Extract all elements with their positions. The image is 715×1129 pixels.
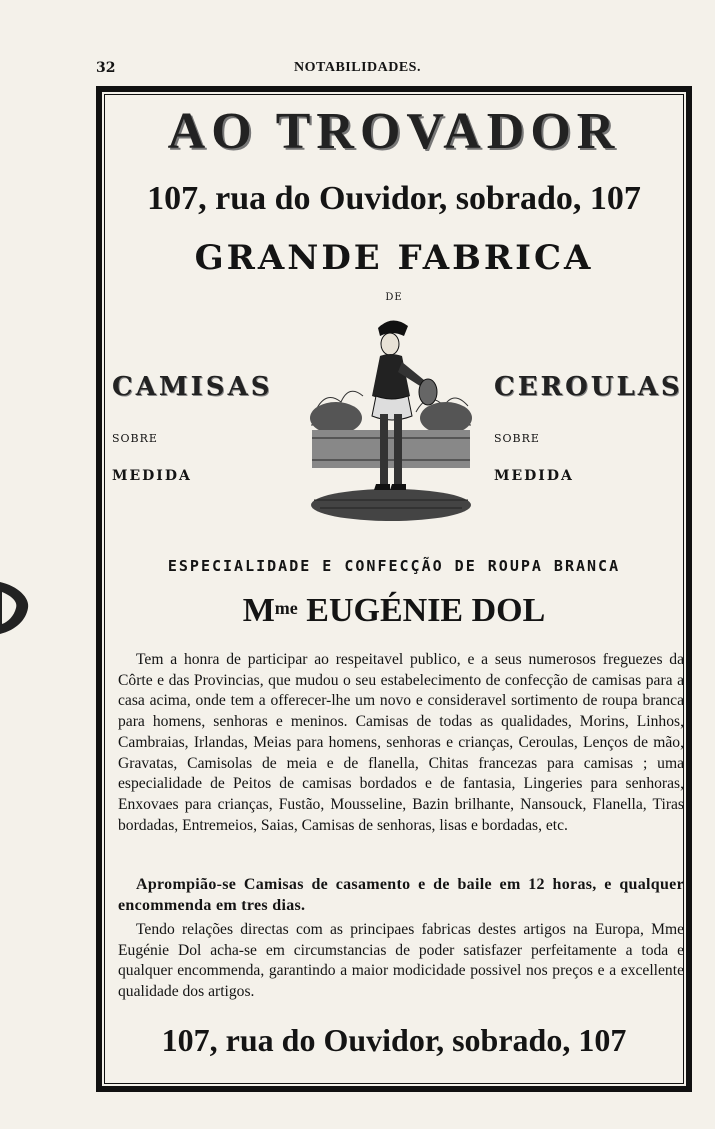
left-column-word: CAMISAS [112, 372, 273, 402]
left-column-sobre: SOBRE [112, 432, 158, 445]
proprietor-sup: me [274, 598, 298, 618]
paragraph-3: Tendo relações directas com as principaes fabricas destes artigos na Europa, Mme Eugénie Dol acha-se em circumstancias de poder satisfazer perfeitamente a toda e qualquer encommenda, garantindo a maior modicidade possivel nos preços e a excellente qualidade dos artigos. [118, 921, 684, 1001]
proprietor-prefix: M [242, 592, 275, 629]
running-head: NOTABILIDADES. [294, 60, 421, 75]
de-label: DE [385, 292, 403, 303]
page-number: 32 [96, 60, 116, 76]
paragraph-rush-orders [118, 874, 684, 916]
troubadour-illustration [306, 300, 476, 532]
closing-address: 107, rua do Ouvidor, sobrado, 107 [161, 1022, 627, 1058]
right-column-medida: MEDIDA [494, 468, 574, 484]
paragraph-announcement [118, 650, 684, 836]
specialty-line: ESPECIALIDADE E CONFECÇÃO DE ROUPA BRANCA [167, 557, 621, 575]
subtitle: GRANDE FABRICA [194, 238, 594, 278]
shop-address: 107, rua do Ouvidor, sobrado, 107 [147, 180, 641, 217]
proprietor-name-line [106, 592, 682, 630]
paragraph-1: Tem a honra de participar ao respeitavel publico, e a seus numerosos freguezes da Côrte e das Provincias, que mudou o seu estabelecimento de confecção de camisas para a casa acima, onde tem a offerecer-lhe um novo e consideravel sortimento de roupa branca para homens, senhoras e meninos. Camisas de todas as qualidades, Morins, Linhos, Cambraias, Irlandas, Meias para homens, senhoras e crianças, Ceroulas, Lenços de mão, Gravatas, Camisolas de meia e de flanella, Chitas francezas para camisas ; uma especialidade de Peitos de camisas bordados e de fantasia, Lingeries para senhoras, Enxovaes para crianças, Fustão, Mousseline, Bazin brilhante, Nansouck, Flanella, Tiras bordadas, Entremeios, Saias, Camisas de senhoras, lisas e bordadas, etc. [118, 651, 684, 834]
binding-shadow-mark [0, 578, 30, 636]
shop-title: AO TROVADOR [167, 103, 621, 160]
proprietor-name: EUGÉNIE DOL [306, 592, 546, 629]
right-column-sobre: SOBRE [494, 432, 540, 445]
left-column-medida: MEDIDA [112, 468, 192, 484]
paragraph-2: Aprompião-se Camisas de casamento e de baile em 12 horas, e qualquer encommenda em tres dias. [118, 876, 684, 914]
right-column-word: CEROULAS [494, 372, 683, 402]
paragraph-suppliers [118, 920, 684, 1003]
